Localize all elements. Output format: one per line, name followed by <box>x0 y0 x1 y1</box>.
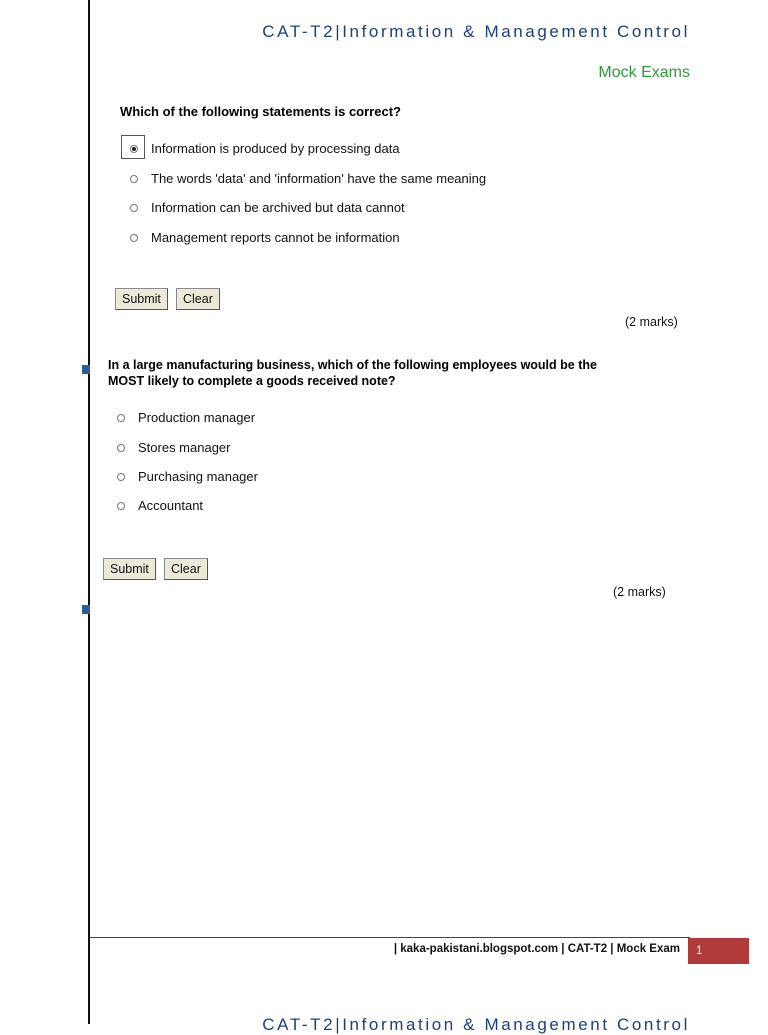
q2-option-1[interactable] <box>117 410 255 425</box>
q1-option-1-label: Information is produced by processing data <box>151 141 400 156</box>
q2-option-3-label: Purchasing manager <box>138 469 258 484</box>
q1-option-4-label: Management reports cannot be information <box>151 230 400 245</box>
radio-icon[interactable] <box>130 234 138 242</box>
q2-marks: (2 marks) <box>613 585 666 599</box>
q2-submit-button[interactable]: Submit <box>103 558 156 580</box>
footer-rule <box>90 937 690 938</box>
radio-icon[interactable] <box>130 204 138 212</box>
q1-option-3[interactable] <box>130 200 405 215</box>
q2-clear-button[interactable]: Clear <box>164 558 208 580</box>
bullet-marker <box>82 365 90 374</box>
document-subtitle: Mock Exams <box>598 64 690 81</box>
document-title: CAT-T2|Information & Management Control <box>262 22 690 41</box>
question-2-text: In a large manufacturing business, which of the following employees would be the MOST likely to complete a goods received note? <box>108 358 597 388</box>
q1-option-2[interactable] <box>130 171 486 186</box>
q2-option-1-label: Production manager <box>138 410 256 425</box>
radio-selected-icon[interactable] <box>130 145 138 153</box>
radio-icon[interactable] <box>117 473 125 481</box>
page-number-badge: 1 <box>688 938 749 964</box>
margin-line <box>88 0 90 1024</box>
radio-icon[interactable] <box>117 444 125 452</box>
q1-option-4[interactable] <box>130 230 400 245</box>
q2-option-2-label: Stores manager <box>138 440 231 455</box>
question-1-text: Which of the following statements is correct? <box>120 104 401 119</box>
radio-icon[interactable] <box>117 414 125 422</box>
radio-icon[interactable] <box>130 175 138 183</box>
q1-submit-button[interactable]: Submit <box>115 288 168 310</box>
q1-option-1[interactable] <box>130 141 400 156</box>
bullet-marker <box>82 605 90 614</box>
q1-option-2-label: The words 'data' and 'information' have the same meaning <box>151 171 487 186</box>
radio-icon[interactable] <box>117 502 125 510</box>
q1-option-3-label: Information can be archived but data cannot <box>151 200 405 215</box>
q2-option-4-label: Accountant <box>138 498 204 513</box>
q2-option-4[interactable] <box>117 498 203 513</box>
q2-option-2[interactable] <box>117 440 231 455</box>
next-page-title: CAT-T2|Information & Management Control <box>262 1015 690 1034</box>
footer-text: | kaka-pakistani.blogspot.com | CAT-T2 | Mock Exam <box>393 943 680 955</box>
q2-option-3[interactable] <box>117 469 258 484</box>
q1-clear-button[interactable]: Clear <box>176 288 220 310</box>
q1-marks: (2 marks) <box>625 315 678 329</box>
